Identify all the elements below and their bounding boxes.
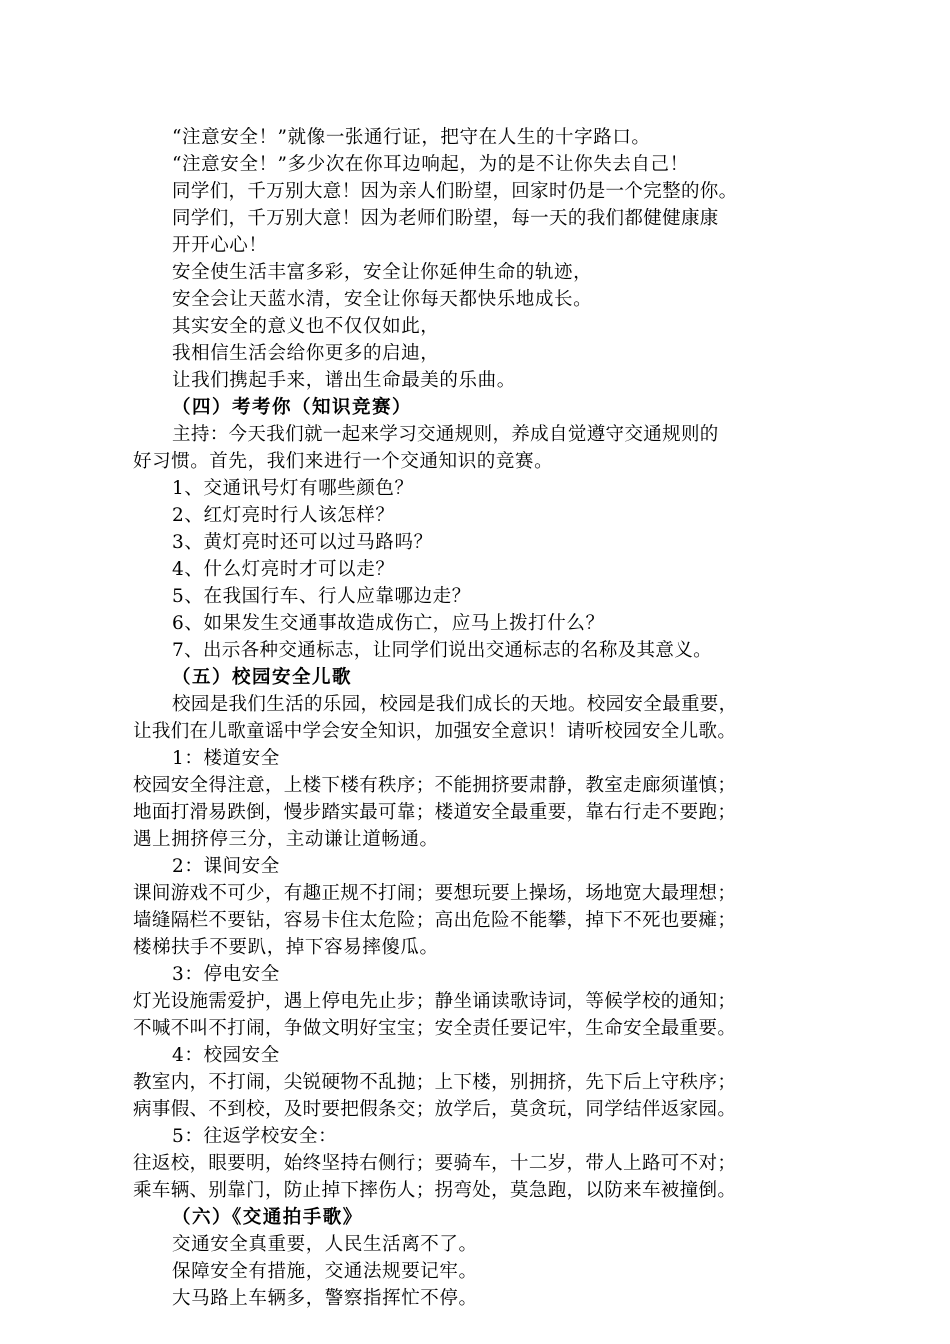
song-line: 往返校，眼要明，始终坚持右侧行；要骑车，十二岁，带人上路可不对； bbox=[133, 1153, 737, 1174]
poem-line: 安全使生活丰富多彩，安全让你延伸生命的轨迹， bbox=[172, 262, 593, 283]
paragraph-line: 让我们在儿歌童谣中学会安全知识，加强安全意识！请听校园安全儿歌。 bbox=[133, 721, 737, 742]
quiz-question: 2、红灯亮时行人该怎样？ bbox=[172, 505, 395, 526]
song-title: 4：校园安全 bbox=[172, 1045, 280, 1066]
quiz-question: 5、在我国行车、行人应靠哪边走？ bbox=[172, 586, 471, 607]
song-title: 1：楼道安全 bbox=[172, 748, 280, 769]
song-line: 灯光设施需爱护，遇上停电先止步；静坐诵读歌诗词，等候学校的通知； bbox=[133, 991, 737, 1012]
section-heading: （四）考考你（知识竞赛） bbox=[172, 397, 413, 418]
paragraph-line: 主持：今天我们就一起来学习交通规则，养成自觉遵守交通规则的 bbox=[172, 424, 719, 445]
paragraph-line: 好习惯。首先，我们来进行一个交通知识的竞赛。 bbox=[133, 451, 554, 472]
song-line: 课间游戏不可少，有趣正规不打闹；要想玩要上操场，场地宽大最理想； bbox=[133, 883, 737, 904]
song-line: 校园安全得注意，上楼下楼有秩序；不能拥挤要肃静，教室走廊须谨慎； bbox=[133, 775, 737, 796]
song-line: 教室内，不打闹，尖锐硬物不乱抛；上下楼，别拥挤，先下后上守秩序； bbox=[133, 1072, 737, 1093]
song-line: 乘车辆、别靠门，防止掉下摔伤人；拐弯处，莫急跑，以防来车被撞倒。 bbox=[133, 1180, 737, 1201]
quiz-question: 4、什么灯亮时才可以走？ bbox=[172, 559, 395, 580]
poem-line: 安全会让天蓝水清，安全让你每天都快乐地成长。 bbox=[172, 289, 593, 310]
poem-line: 其实安全的意义也不仅仅如此， bbox=[172, 316, 440, 337]
quiz-question: 1、交通讯号灯有哪些颜色？ bbox=[172, 478, 414, 499]
song-line: 保障安全有措施，交通法规要记牢。 bbox=[172, 1261, 478, 1282]
poem-line: 让我们携起手来，谱出生命最美的乐曲。 bbox=[172, 370, 516, 391]
song-line: 楼梯扶手不要趴，掉下容易摔傻瓜。 bbox=[133, 937, 439, 958]
quiz-question: 3、黄灯亮时还可以过马路吗？ bbox=[172, 532, 433, 553]
song-title: 5：往返学校安全： bbox=[172, 1126, 338, 1147]
section-heading: （六）《交通拍手歌》 bbox=[172, 1207, 363, 1228]
poem-line: “注意安全！”多少次在你耳边响起，为的是不让你失去自己！ bbox=[172, 154, 689, 175]
song-line: 不喊不叫不打闹，争做文明好宝宝；安全责任要记牢，生命安全最重要。 bbox=[133, 1018, 737, 1039]
quiz-question: 6、如果发生交通事故造成伤亡，应马上拨打什么？ bbox=[172, 613, 605, 634]
song-line: 交通安全真重要，人民生活离不了。 bbox=[172, 1234, 478, 1255]
poem-line: 同学们，千万别大意！因为亲人们盼望，回家时仍是一个完整的你。 bbox=[172, 181, 738, 202]
poem-line: “注意安全！”就像一张通行证，把守在人生的十字路口。 bbox=[172, 127, 651, 148]
section-heading: （五）校园安全儿歌 bbox=[172, 667, 353, 688]
song-line: 遇上拥挤停三分，主动谦让道畅通。 bbox=[133, 829, 439, 850]
song-line: 大马路上车辆多，警察指挥忙不停。 bbox=[172, 1288, 478, 1309]
song-title: 2：课间安全 bbox=[172, 856, 280, 877]
song-line: 地面打滑易跌倒，慢步踏实最可靠；楼道安全最重要，靠右行走不要跑； bbox=[133, 802, 737, 823]
poem-line: 我相信生活会给你更多的启迪， bbox=[172, 343, 440, 364]
song-line: 病事假、不到校，及时要把假条交；放学后，莫贪玩，同学结伴返家园。 bbox=[133, 1099, 737, 1120]
song-title: 3：停电安全 bbox=[172, 964, 280, 985]
paragraph-line: 校园是我们生活的乐园，校园是我们成长的天地。校园安全最重要， bbox=[172, 694, 738, 715]
poem-line: 开开心心！ bbox=[172, 235, 268, 256]
song-line: 墙缝隔栏不要钻，容易卡住太危险；高出危险不能攀，掉下不死也要瘫； bbox=[133, 910, 737, 931]
quiz-question: 7、出示各种交通标志，让同学们说出交通标志的名称及其意义。 bbox=[172, 640, 712, 661]
poem-line: 同学们，千万别大意！因为老师们盼望，每一天的我们都健健康康 bbox=[172, 208, 719, 229]
